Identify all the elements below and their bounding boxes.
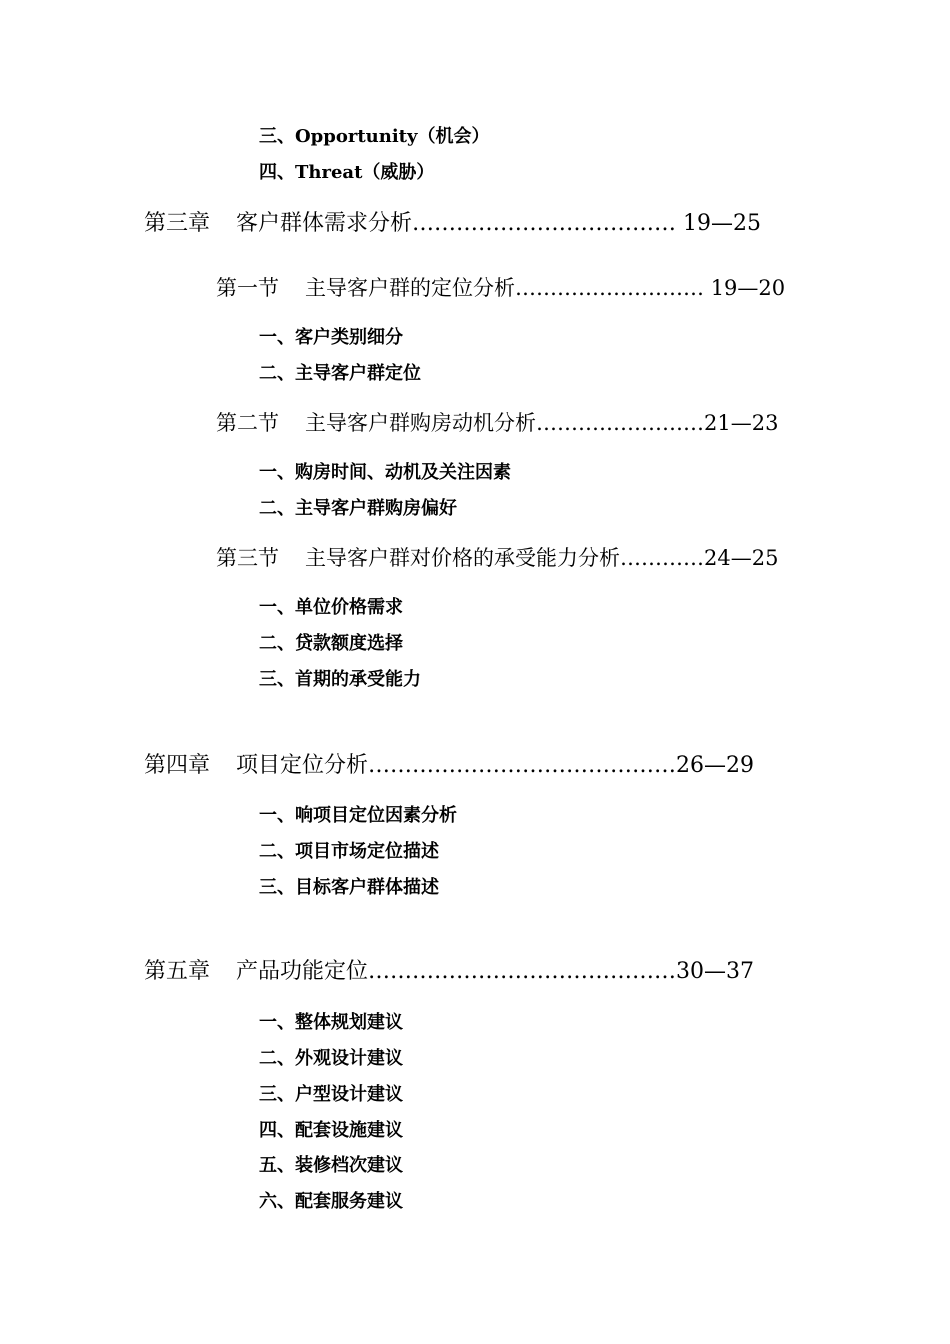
dot-leader: ………………………: [515, 276, 711, 300]
toc-chapter-3: [144, 213, 761, 235]
toc-chapter-4: [144, 755, 754, 777]
toc-item: 二、外观设计建议: [259, 1048, 403, 1069]
section-label: 第一节: [216, 276, 279, 300]
page-range: 24—25: [704, 546, 779, 570]
page-range: 19—25: [683, 211, 762, 236]
chapter-label: 第三章: [144, 211, 211, 236]
page-range: 30—37: [676, 959, 755, 984]
dot-leader: …………: [620, 546, 704, 570]
page-range: 21—23: [704, 411, 779, 435]
chapter-label: 第四章: [144, 753, 211, 778]
toc-item: 一、响项目定位因素分析: [259, 805, 457, 826]
dot-leader: ………………………………: [412, 211, 684, 236]
dot-leader: ……………………………………: [368, 753, 677, 778]
section-title: 主导客户群购房动机分析: [305, 411, 536, 435]
chapter-title: 客户群体需求分析: [236, 211, 413, 236]
page-range: 26—29: [676, 753, 755, 778]
toc-item: 三、目标客户群体描述: [259, 877, 439, 898]
toc-item: 六、配套服务建议: [259, 1191, 403, 1212]
dot-leader: ……………………………………: [368, 959, 677, 984]
toc-item: 二、贷款额度选择: [259, 633, 403, 654]
page-range: 19—20: [710, 276, 786, 300]
chapter-title: 产品功能定位: [236, 959, 369, 984]
section-label: 第二节: [216, 411, 279, 435]
toc-item: 二、项目市场定位描述: [259, 841, 439, 862]
toc-item: 四、配套设施建议: [259, 1120, 403, 1141]
toc-item: 三、首期的承受能力: [259, 669, 421, 690]
toc-section-3: [216, 548, 778, 569]
toc-item: 二、主导客户群购房偏好: [259, 498, 457, 519]
section-title: 主导客户群的定位分析: [305, 276, 515, 300]
toc-section-2: [216, 413, 778, 434]
toc-item: 四、Threat（威胁）: [259, 162, 435, 183]
dot-leader: ……………………: [536, 411, 704, 435]
toc-item: 五、装修档次建议: [259, 1155, 403, 1176]
toc-item: 一、单位价格需求: [259, 597, 403, 618]
chapter-label: 第五章: [144, 959, 211, 984]
chapter-title: 项目定位分析: [236, 753, 369, 778]
toc-item: 二、主导客户群定位: [259, 363, 421, 384]
toc-item: 三、户型设计建议: [259, 1084, 403, 1105]
toc-chapter-5: [144, 961, 754, 983]
toc-item: 一、购房时间、动机及关注因素: [259, 462, 511, 483]
toc-item: 一、整体规划建议: [259, 1012, 403, 1033]
section-title: 主导客户群对价格的承受能力分析: [305, 546, 620, 570]
toc-item: 三、Opportunity（机会）: [259, 126, 490, 147]
toc-section-1: [216, 278, 785, 299]
section-label: 第三节: [216, 546, 279, 570]
toc-item: 一、客户类别细分: [259, 327, 403, 348]
